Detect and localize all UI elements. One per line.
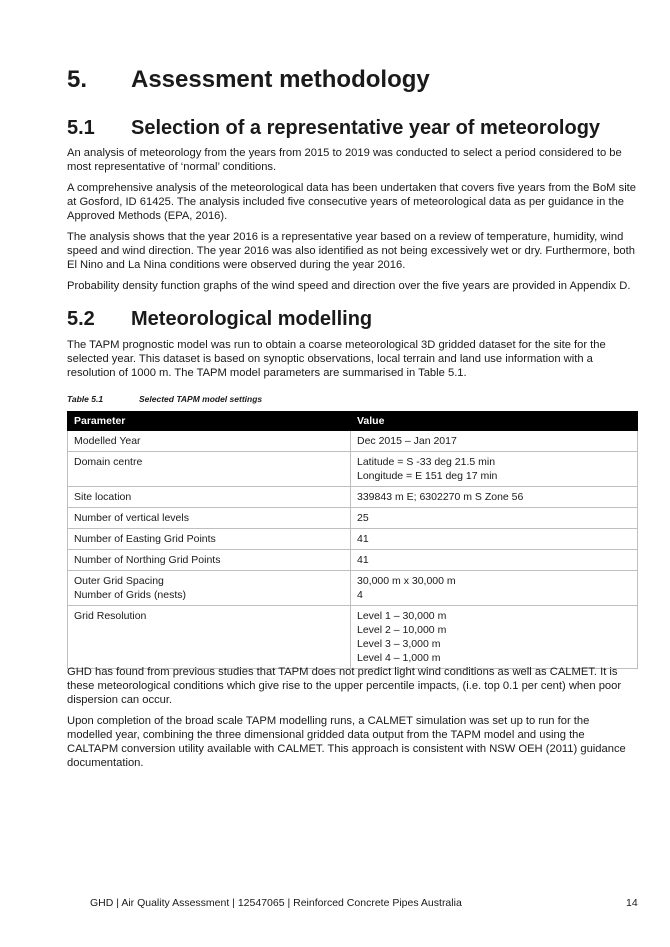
cell-text: Number of Northing Grid Points (74, 554, 221, 566)
heading-5 (67, 66, 430, 94)
table-row (68, 508, 638, 529)
parameter-cell (68, 529, 351, 550)
heading-5-number: 5. (67, 66, 88, 93)
tapm-settings-table (67, 411, 638, 669)
page-footer: GHD | Air Quality Assessment | 12547065 | Reinforced Concrete Pipes Australia (90, 897, 462, 909)
table-header-row (68, 412, 638, 431)
cell-text: 4 (357, 589, 363, 601)
cell-text: Number of Easting Grid Points (74, 533, 216, 545)
table-row (68, 606, 638, 669)
table-row (68, 452, 638, 487)
table-caption-text: Selected TAPM model settings (139, 394, 263, 404)
heading-5-title: Assessment methodology (131, 66, 430, 93)
paragraph: The TAPM prognostic model was run to obtain a coarse meteorological 3D gridded dataset for the site for the selected year. This dataset is based on synoptic observations, local terrain and land use information with a resolution of 1000 m. The TAPM model parameters are summarised in Table 5.1. (67, 339, 606, 379)
heading-5-2-title: Meteorological modelling (131, 308, 373, 330)
value-cell (351, 452, 638, 487)
cell-text: Outer Grid Spacing (74, 575, 164, 587)
value-cell (351, 431, 638, 452)
paragraph: The analysis shows that the year 2016 is a representative year based on a review of temperature, humidity, wind speed and wind direction. The year 2016 was also identified as not being excessively wet or dry. Furthermore, both El Nino and La Nina conditions were observed during the year 2016. (67, 231, 635, 271)
table-row (68, 431, 638, 452)
table-caption (67, 394, 262, 404)
cell-text: Level 4 – 1,000 m (357, 652, 441, 664)
cell-text: Domain centre (74, 456, 143, 468)
cell-text: 30,000 m x 30,000 m (357, 575, 456, 587)
cell-text: Dec 2015 – Jan 2017 (357, 435, 457, 447)
table-label: Table 5.1 (67, 394, 104, 404)
cell-text: Level 2 – 10,000 m (357, 624, 447, 636)
paragraph: A comprehensive analysis of the meteorological data has been undertaken that covers five years from the BoM site at Gosford, ID 61425. The analysis included five consecutive years of meteorological data as per guidance in the Approved Methods (EPA, 2016). (67, 182, 637, 222)
cell-text: Level 1 – 30,000 m (357, 610, 447, 622)
value-cell (351, 606, 638, 669)
paragraph: An analysis of meteorology from the years from 2015 to 2019 was conducted to select a period considered to be most representative of ‘normal’ conditions. (67, 147, 622, 173)
page-number: 14 (626, 897, 638, 909)
table-row (68, 571, 638, 606)
value-cell (351, 529, 638, 550)
heading-5-1-title: Selection of a representative year of meteorology (131, 117, 601, 139)
cell-text: Number of vertical levels (74, 512, 189, 524)
paragraph: Upon completion of the broad scale TAPM modelling runs, a CALMET simulation was set up to run for the modelled year, combining the three dimensional gridded data output from the TAPM model and using the CALTAPM conversion utility available with CALMET. This approach is consistent with NSW OEH (2011) guidance documentation. (67, 715, 626, 769)
value-cell (351, 571, 638, 606)
cell-text: Grid Resolution (74, 610, 147, 622)
cell-text: 339843 m E; 6302270 m S Zone 56 (357, 491, 524, 503)
cell-text: Latitude = S -33 deg 21.5 min (357, 456, 496, 468)
heading-5-1-number: 5.1 (67, 117, 95, 139)
parameter-cell (68, 508, 351, 529)
parameter-cell (68, 571, 351, 606)
paragraph: Probability density function graphs of the wind speed and direction over the five years are provided in Appendix D. (67, 280, 631, 292)
column-header-value: Value (351, 412, 638, 431)
value-cell (351, 508, 638, 529)
cell-text: Site location (74, 491, 132, 503)
cell-text: 41 (357, 554, 369, 566)
parameter-cell (68, 606, 351, 669)
table-row (68, 487, 638, 508)
cell-text: Number of Grids (nests) (74, 589, 187, 601)
value-cell (351, 487, 638, 508)
heading-5-2-number: 5.2 (67, 308, 95, 330)
parameter-cell (68, 431, 351, 452)
heading-5-2 (67, 308, 372, 331)
column-header-parameter: Parameter (68, 412, 351, 431)
cell-text: Level 3 – 3,000 m (357, 638, 441, 650)
table-row (68, 550, 638, 571)
value-cell (351, 550, 638, 571)
table-row (68, 529, 638, 550)
cell-text: Modelled Year (74, 435, 141, 447)
parameter-cell (68, 452, 351, 487)
cell-text: 41 (357, 533, 369, 545)
cell-text: 25 (357, 512, 369, 524)
cell-text: Longitude = E 151 deg 17 min (357, 470, 498, 482)
parameter-cell (68, 487, 351, 508)
heading-5-1 (67, 117, 600, 140)
parameter-cell (68, 550, 351, 571)
paragraph: GHD has found from previous studies that TAPM does not predict light wind conditions as well as CALMET. It is these meteorological conditions which give rise to the upper percentile impacts, (i.e. top 0.1 per cent) when poor dispersion can occur. (67, 666, 622, 706)
